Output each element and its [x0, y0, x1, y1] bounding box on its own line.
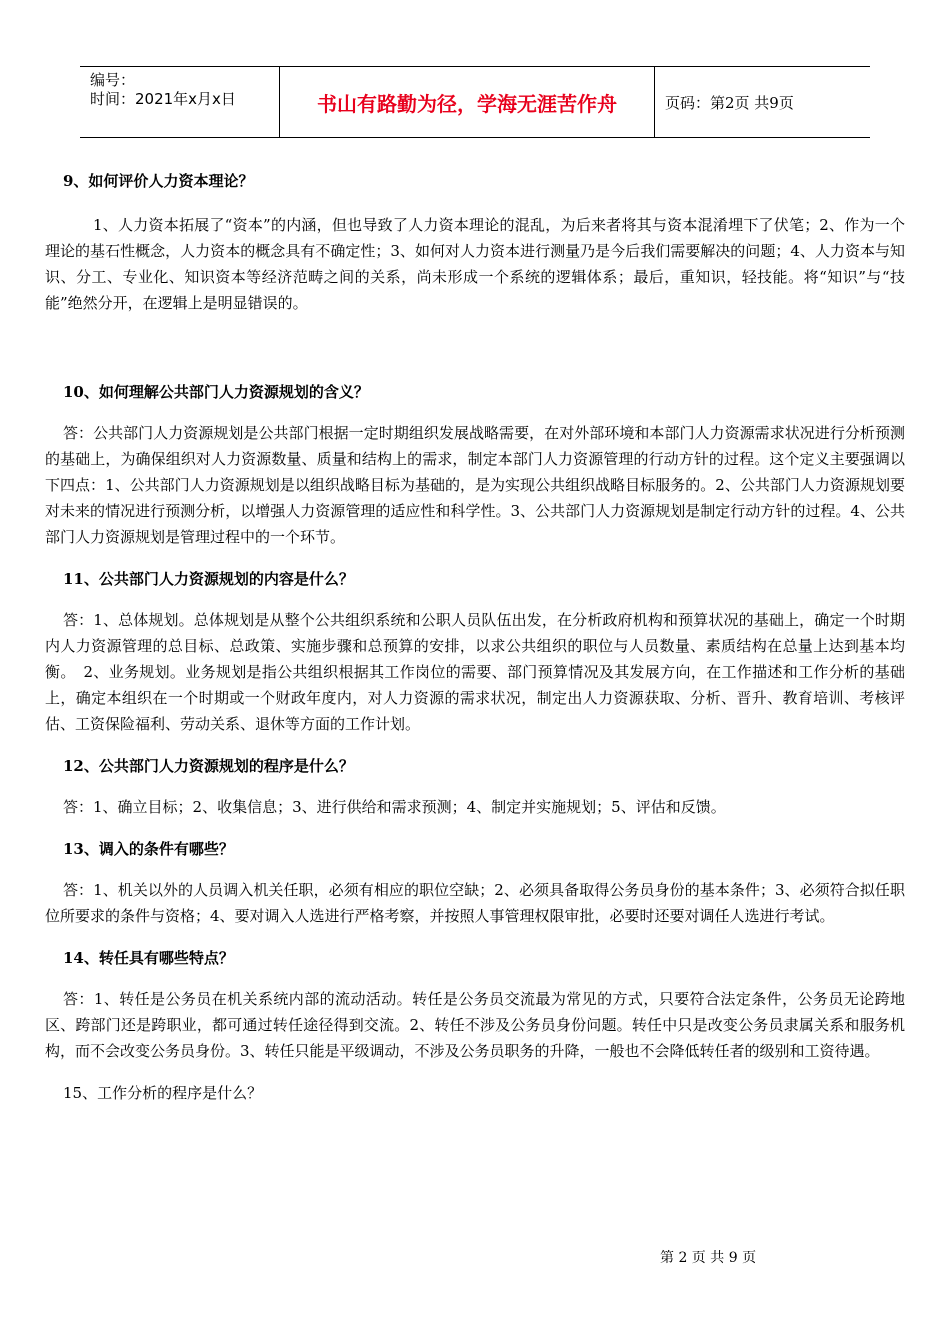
document-number-label: 编号：: [90, 71, 136, 89]
document-time: 时间：2021年x月x日: [90, 90, 236, 108]
answer-9: 1、人力资本拓展了“资本”的内涵，但也导致了人力资本理论的混乱，为后来者将其与资本混淆埋下了伏笔；2、作为一个理论的基石性概念，人力资本的概念具有不确定性；3、如何对人力资本进行测量乃是今后我们需要解决的问题；4、人力资本与知识、分工、专业化、知识资本等经济范畴之间的关系，尚未形成一个系统的逻辑体系；最后，重知识，轻技能。将“知识”与“技能”绝然分开，在逻辑上是明显错误的。: [45, 216, 905, 312]
page-footer: 第 2 页 共 9 页: [660, 1250, 757, 1266]
header-page-info: 页码：第2页 共9页: [665, 93, 794, 112]
answer-12: 答：1、确立目标；2、收集信息；3、进行供给和需求预测；4、制定并实施规划；5、评估和反馈。: [63, 798, 726, 816]
question-14: 14、转任具有哪些特点？: [63, 949, 234, 967]
header-meta: [80, 67, 280, 137]
answer-10: 答：公共部门人力资源规划是公共部门根据一定时期组织发展战略需要，在对外部环境和本部门人力资源需求状况进行分析预测的基础上，为确保组织对人力资源数量、质量和结构上的需求，制定本部门人力资源管理的行动方针的过程。这个定义主要强调以下四点：1、公共部门人力资源规划是以组织战略目标为基础的，是为实现公共组织战略目标服务的。2、公共部门人力资源规划要对未来的情况进行预测分析，以增强人力资源管理的适应性和科学性。3、公共部门人力资源规划是制定行动方针的过程。4、公共部门人力资源规划是管理过程中的一个环节。: [45, 424, 905, 546]
question-11: 11、公共部门人力资源规划的内容是什么？: [63, 570, 354, 588]
question-10: 10、如何理解公共部门人力资源规划的含义？: [63, 383, 369, 401]
answer-11: 答：1、总体规划。总体规划是从整个公共组织系统和公职人员队伍出发，在分析政府机构和预算状况的基础上，确定一个时期内人力资源管理的总目标、总政策、实施步骤和总预算的安排，以求公共组织的职位与人员数量、素质结构在总量上达到基本均衡。 2、业务规划。业务规划是指公共组织根据其工作岗位的需要、部门预算情况及其发展方向，在工作描述和工作分析的基础上，确定本组织在一个时期或一个财政年度内，对人力资源的需求状况，制定出人力资源获取、分析、晋升、教育培训、考核评估、工资保险福利、劳动关系、退休等方面的工作计划。: [45, 611, 905, 733]
question-9: 9、如何评价人力资本理论？: [63, 172, 254, 190]
page-header: [80, 66, 870, 138]
header-motto: 书山有路勤为径，学海无涯苦作舟: [280, 67, 655, 137]
document-body: [45, 168, 905, 1106]
question-12: 12、公共部门人力资源规划的程序是什么？: [63, 757, 354, 775]
answer-13: 答：1、机关以外的人员调入机关任职，必须有相应的职位空缺；2、必须具备取得公务员身份的基本条件；3、必须符合拟任职位所要求的条件与资格；4、要对调入人选进行严格考察，并按照人事管理权限审批，必要时还要对调任人选进行考试。: [45, 881, 905, 925]
answer-14: 答：1、转任是公务员在机关系统内部的流动活动。转任是公务员交流最为常见的方式，只要符合法定条件，公务员无论跨地区、跨部门还是跨职业，都可通过转任途径得到交流。2、转任不涉及公务员身份问题。转任中只是改变公务员隶属关系和服务机构，而不会改变公务员身份。3、转任只能是平级调动，不涉及公务员职务的升降，一般也不会降低转任者的级别和工资待遇。: [45, 990, 905, 1060]
question-15: 15、工作分析的程序是什么？: [63, 1084, 263, 1102]
question-13: 13、调入的条件有哪些？: [63, 840, 234, 858]
